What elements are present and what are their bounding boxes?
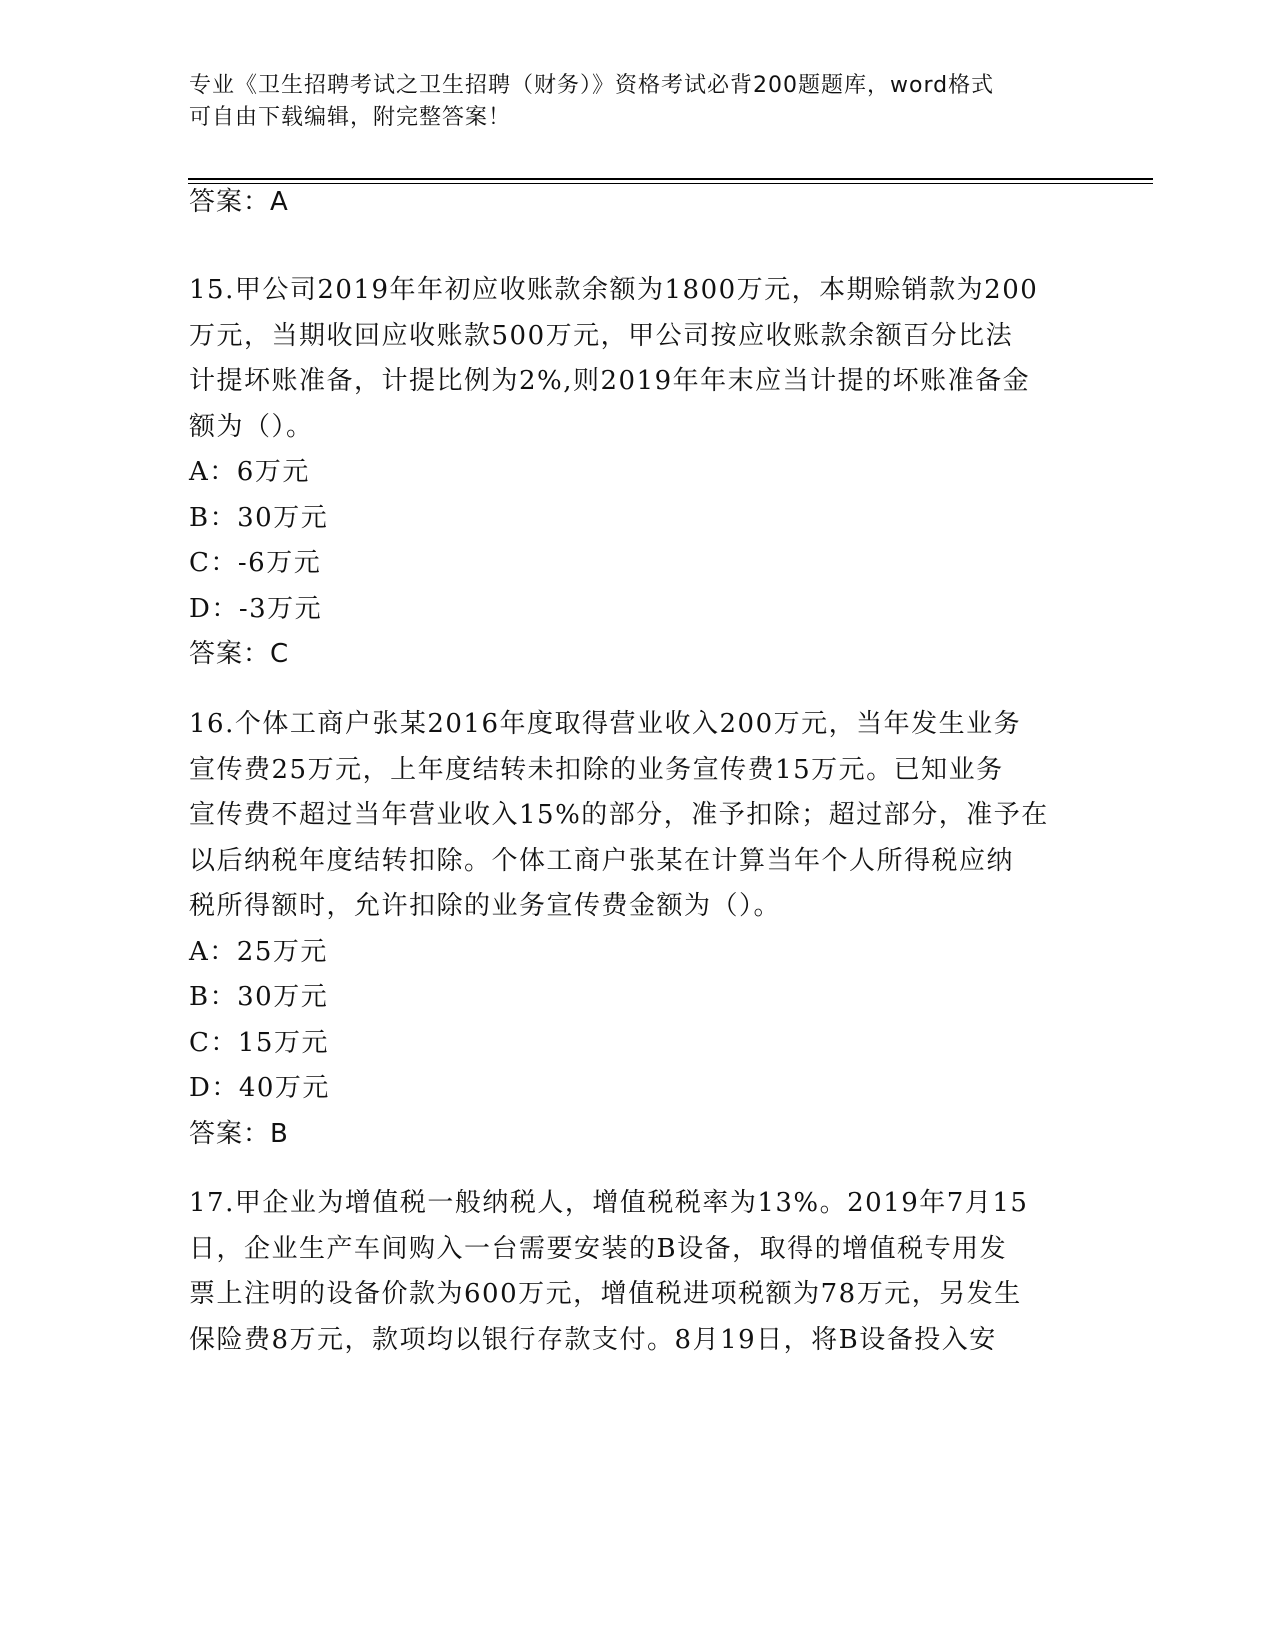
answer-line: 答案：C	[189, 639, 290, 669]
document-header	[189, 70, 1069, 134]
question-text-line: 税所得额时，允许扣除的业务宣传费金额为（）。	[189, 891, 782, 921]
option-c: C：-6万元	[189, 548, 322, 578]
question-text-line: 16.个体工商户张某2016年度取得营业收入200万元，当年发生业务	[189, 709, 1022, 739]
question-17	[189, 1181, 1089, 1363]
option-a: A：25万元	[189, 936, 328, 967]
header-rule-thick	[188, 178, 1153, 180]
header-line-1: 专业《卫生招聘考试之卫生招聘（财务）》资格考试必背200题题库，word格式	[189, 73, 995, 98]
question-text-line: 计提坏账准备，计提比例为2%,则2019年年末应当计提的坏账准备金	[189, 366, 1031, 396]
option-a: A：6万元	[189, 457, 310, 487]
option-d: D：-3万元	[189, 593, 323, 624]
question-text-line: 17.甲企业为增值税一般纳税人，增值税税率为13%。2019年7月15	[189, 1188, 1029, 1218]
question-16	[189, 702, 1089, 1157]
question-text-line: 以后纳税年度结转扣除。个体工商户张某在计算当年个人所得税应纳	[189, 845, 1015, 876]
question-text-line: 宣传费不超过当年营业收入15%的部分，准予扣除；超过部分，准予在	[189, 800, 1049, 830]
question-text-line: 日，企业生产车间购入一台需要安装的B设备，取得的增值税专用发	[189, 1233, 1008, 1264]
option-d: D：40万元	[189, 1073, 330, 1103]
question-text-line: 额为（）。	[189, 411, 314, 442]
question-text-line: 保险费8万元，款项均以银行存款支付。8月19日，将B设备投入安	[189, 1324, 997, 1355]
question-text-line: 15.甲公司2019年年初应收账款余额为1800万元，本期赊销款为200	[189, 275, 1039, 305]
header-rule-thin	[188, 183, 1153, 184]
question-15	[189, 268, 1089, 678]
question-text-line: 票上注明的设备价款为600万元，增值税进项税额为78万元，另发生	[189, 1279, 1022, 1309]
previous-answer: 答案：A	[189, 187, 289, 217]
answer-line: 答案：B	[189, 1118, 289, 1149]
question-text-line: 万元，当期收回应收账款500万元，甲公司按应收账款余额百分比法	[189, 320, 1014, 351]
question-text-line: 宣传费25万元，上年度结转未扣除的业务宣传费15万元。已知业务	[189, 754, 1004, 785]
option-c: C：15万元	[189, 1027, 329, 1058]
option-b: B：30万元	[189, 502, 329, 533]
header-line-2: 可自由下载编辑，附完整答案！	[189, 105, 512, 130]
option-b: B：30万元	[189, 982, 329, 1012]
